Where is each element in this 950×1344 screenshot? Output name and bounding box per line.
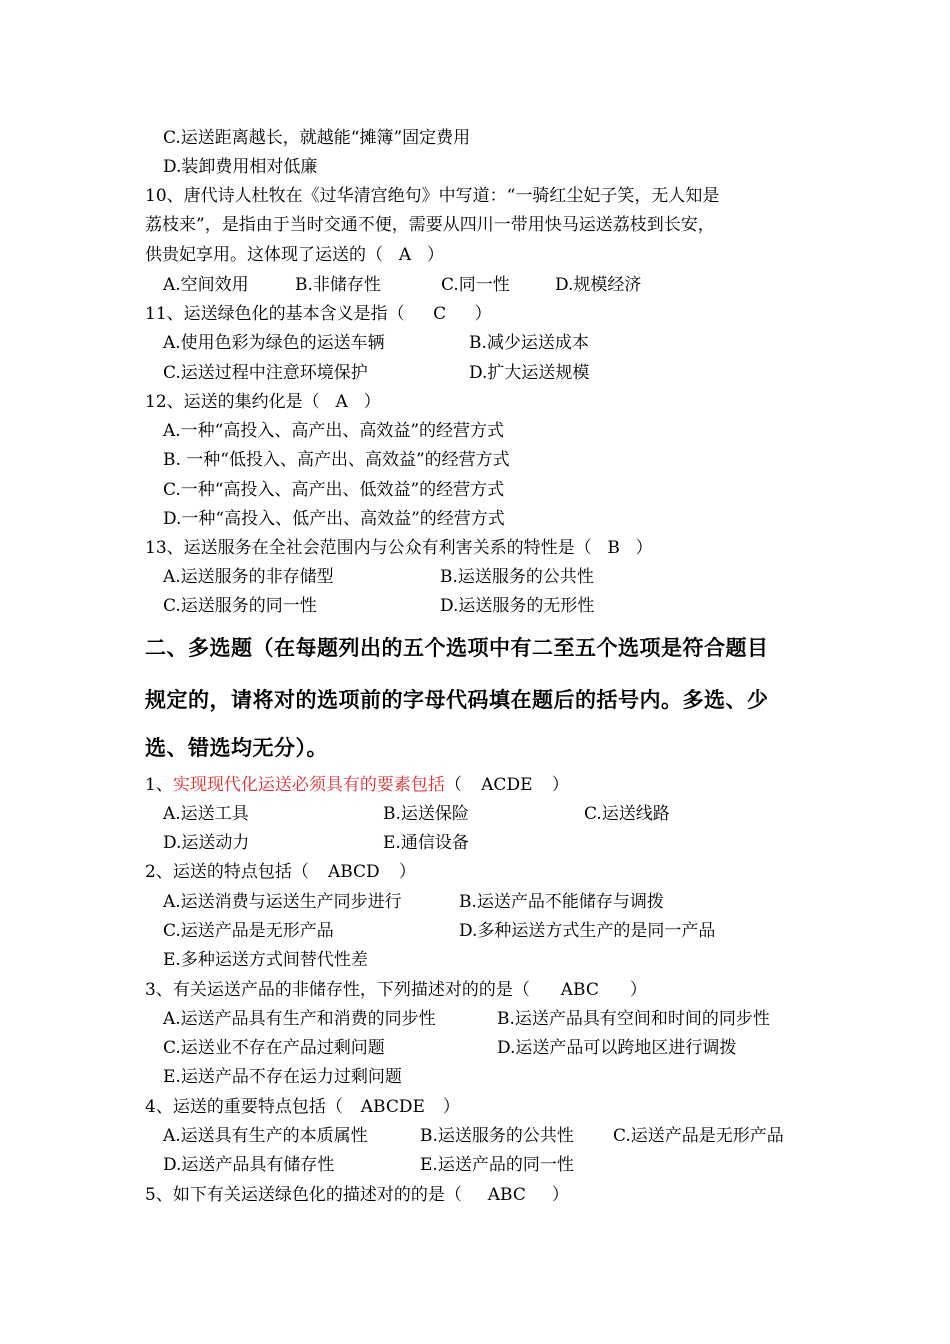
- m2-option-b: B.运送产品不能储存与调拨: [459, 892, 664, 912]
- m4-option-a: A.运送具有生产的本质属性: [163, 1126, 368, 1146]
- q10-prefix: 供贵妃享用。这体现了运送的（: [145, 245, 383, 265]
- q13-prefix: 13、运送服务在全社会范围内与公众有利害关系的特性是（: [145, 538, 592, 558]
- m1-option-d: D.运送动力: [163, 833, 250, 853]
- m4-answer: ABCDE: [360, 1097, 425, 1117]
- m4-prefix: 4、运送的重要特点包括（: [145, 1097, 343, 1117]
- q9-option-c: C.运送距离越长，就越能“摊簿”固定费用: [163, 128, 471, 148]
- q11-option-b: B.减少运送成本: [469, 333, 589, 353]
- section2-heading-line1: 二、多选题（在每题列出的五个选项中有二至五个选项是符合题目: [145, 635, 769, 660]
- q10-option-a: A.空间效用: [163, 275, 249, 295]
- m1-option-a: A.运送工具: [163, 804, 249, 824]
- m3-close: ）: [629, 980, 647, 1000]
- m3-prefix: 3、有关运送产品的非储存性，下列描述对的的是（: [145, 980, 530, 1000]
- q11-prefix: 11、运送绿色化的基本含义是指（: [145, 304, 405, 324]
- m3-text: [145, 979, 647, 1001]
- m1-number: 1、: [145, 775, 173, 795]
- m3-answer: ABC: [560, 980, 599, 1000]
- m2-option-a: A.运送消费与运送生产同步进行: [163, 892, 402, 912]
- q11-text: [145, 303, 492, 325]
- q10-close: ）: [427, 245, 444, 265]
- m2-close: ）: [398, 862, 416, 882]
- q10-option-c: C.同一性: [441, 275, 510, 295]
- q13-option-b: B.运送服务的公共性: [440, 567, 594, 587]
- m3-option-e: E.运送产品不存在运力过剩问题: [163, 1067, 402, 1087]
- m2-option-c: C.运送产品是无形产品: [163, 921, 334, 941]
- q9-option-d: D.装卸费用相对低廉: [163, 157, 318, 177]
- section2-heading-line2: 规定的，请将对的选项前的字母代码填在题后的括号内。多选、少: [145, 687, 769, 712]
- m4-option-c: C.运送产品是无形产品: [613, 1126, 784, 1146]
- m5-prefix: 5、如下有关运送绿色化的描述对的的是（: [145, 1185, 462, 1205]
- q11-option-c: C.运送过程中注意环境保护: [163, 363, 368, 383]
- m3-option-c: C.运送业不存在产品过剩问题: [163, 1038, 385, 1058]
- q12-prefix: 12、运送的集约化是（: [145, 392, 320, 412]
- m1-highlight-text: 实现现代化运送必须具有的要素包括: [172, 775, 445, 795]
- m1-open: （: [444, 775, 462, 795]
- q10-option-b: B.非储存性: [295, 275, 381, 295]
- q12-answer: A: [335, 392, 348, 412]
- m2-option-d: D.多种运送方式生产的是同一产品: [459, 921, 716, 941]
- q12-close: ）: [363, 392, 381, 412]
- m1-option-b: B.运送保险: [383, 804, 469, 824]
- m4-option-d: D.运送产品具有储存性: [163, 1155, 335, 1175]
- q13-close: ）: [635, 538, 653, 558]
- q13-option-c: C.运送服务的同一性: [163, 596, 317, 616]
- q13-option-d: D.运送服务的无形性: [440, 596, 595, 616]
- q12-option-a: A.一种“高投入、高产出、高效益”的经营方式: [163, 421, 505, 441]
- m4-text: [145, 1096, 460, 1118]
- q13-text: [145, 537, 653, 559]
- m1-text: [145, 774, 569, 796]
- m1-answer: ACDE: [481, 775, 533, 795]
- q12-option-d: D.一种“高投入、低产出、高效益”的经营方式: [163, 509, 505, 529]
- m3-option-d: D.运送产品可以跨地区进行调拨: [497, 1038, 737, 1058]
- q10-text-line1: 10、唐代诗人杜牧在《过华清宫绝句》中写道：“一骑红尘妃子笑，无人知是: [145, 186, 720, 206]
- m2-option-e: E.多种运送方式间替代性差: [163, 950, 368, 970]
- q11-option-d: D.扩大运送规模: [469, 363, 590, 383]
- m5-text: [145, 1184, 569, 1206]
- m2-text: [145, 861, 416, 883]
- m5-close: ）: [551, 1185, 569, 1205]
- q12-option-b: B. 一种“低投入、高产出、高效益”的经营方式: [163, 450, 510, 470]
- q10-option-d: D.规模经济: [555, 275, 642, 295]
- q10-answer: A: [398, 245, 412, 265]
- q11-option-a: A.使用色彩为绿色的运送车辆: [163, 333, 385, 353]
- m3-option-b: B.运送产品具有空间和时间的同步性: [497, 1009, 770, 1029]
- q10-text-line3: [145, 244, 444, 266]
- q12-text: [145, 391, 381, 413]
- m2-prefix: 2、运送的特点包括（: [145, 862, 309, 882]
- m2-answer: ABCD: [327, 862, 380, 882]
- q12-option-c: C.一种“高投入、高产出、低效益”的经营方式: [163, 480, 505, 500]
- q11-answer: C: [433, 304, 447, 324]
- m4-option-e: E.运送产品的同一性: [420, 1155, 574, 1175]
- q10-text-line2: 荔枝来”，是指由于当时交通不便，需要从四川一带用快马运送荔枝到长安，: [145, 215, 715, 235]
- m4-option-b: B.运送服务的公共性: [420, 1126, 574, 1146]
- m3-option-a: A.运送产品具有生产和消费的同步性: [163, 1009, 436, 1029]
- m1-option-c: C.运送线路: [584, 804, 670, 824]
- m4-close: ）: [442, 1097, 460, 1117]
- q13-answer: B: [607, 538, 620, 558]
- m1-close: ）: [551, 775, 569, 795]
- q11-close: ）: [474, 304, 492, 324]
- m5-answer: ABC: [487, 1185, 526, 1205]
- section2-heading-line3: 选、错选均无分）。: [145, 735, 328, 760]
- m1-option-e: E.通信设备: [383, 833, 469, 853]
- q13-option-a: A.运送服务的非存储型: [163, 567, 334, 587]
